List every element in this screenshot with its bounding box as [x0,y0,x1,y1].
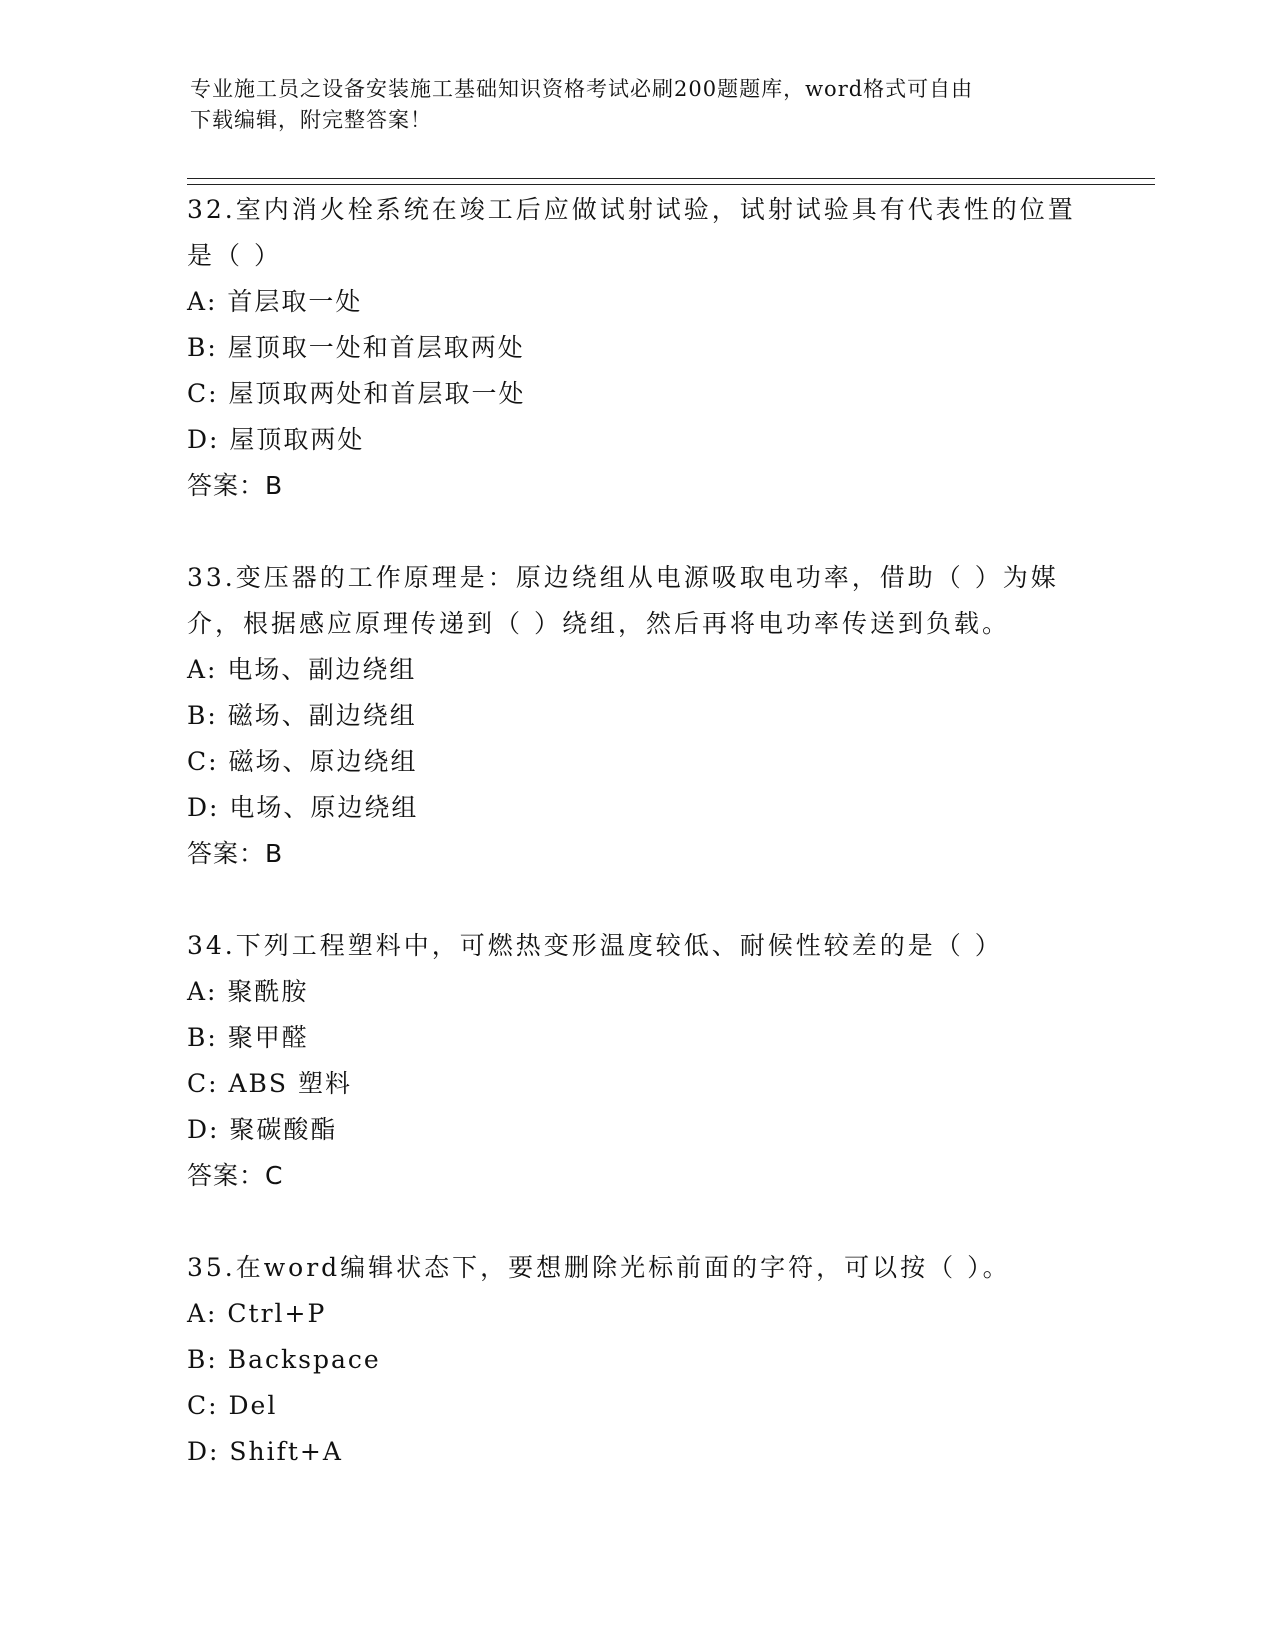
option-a: A: 聚酰胺 [187,977,309,1006]
option-b: B: 磁场、副边绕组 [187,701,417,730]
option-a: A: 首层取一处 [187,287,363,316]
option-c: C: 磁场、原边绕组 [187,747,418,776]
option-a: A: 电场、副边绕组 [187,655,417,684]
option-c: C: 屋顶取两处和首层取一处 [187,379,526,408]
header-line-2: 下载编辑，附完整答案！ [190,108,432,132]
option-b: B: 聚甲醛 [187,1023,309,1052]
option-d: D: 屋顶取两处 [187,425,365,454]
option-a: A: Ctrl+P [187,1299,327,1328]
question-35 [187,1245,1087,1475]
answer-line: 答案：B [187,471,284,500]
option-d: D: 聚碳酸酯 [187,1115,338,1144]
header-line-1: 专业施工员之设备安装施工基础知识资格考试必刷200题题库，word格式可自由 [190,77,974,101]
question-33 [187,555,1087,877]
option-b: B: 屋顶取一处和首层取两处 [187,333,525,362]
option-b: B: Backspace [187,1345,381,1374]
document-header [190,74,1070,136]
question-text: 35.在word编辑状态下，要想删除光标前面的字符，可以按（ ）。 [187,1253,1011,1282]
question-text: 32.室内消火栓系统在竣工后应做试射试验，试射试验具有代表性的位置是（ ） [187,195,1076,270]
question-text: 34.下列工程塑料中，可燃热变形温度较低、耐候性较差的是（ ） [187,931,1003,960]
question-list [187,187,1087,1521]
question-34 [187,923,1087,1199]
answer-line: 答案：B [187,839,284,868]
option-c: C: Del [187,1391,278,1420]
question-32 [187,187,1087,509]
header-double-rule [187,178,1155,185]
question-text: 33.变压器的工作原理是：原边绕组从电源吸取电功率，借助（ ）为媒介，根据感应原理传递到（ ）绕组，然后再将电功率传送到负载。 [187,563,1059,638]
option-d: D: Shift+A [187,1437,343,1466]
option-c: C: ABS 塑料 [187,1069,352,1098]
answer-line: 答案：C [187,1161,284,1190]
option-d: D: 电场、原边绕组 [187,793,419,822]
